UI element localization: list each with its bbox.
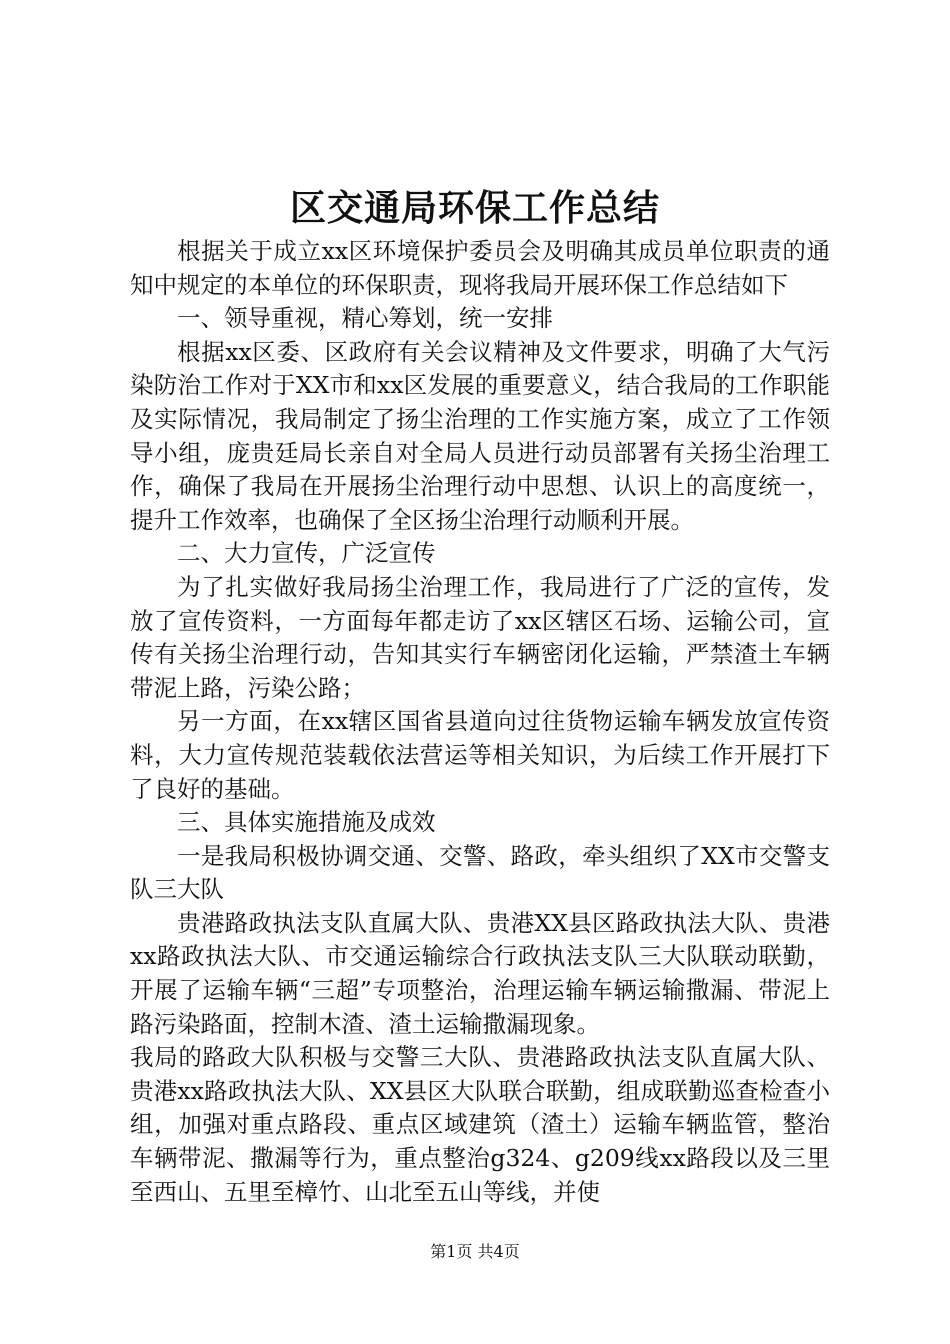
section-heading-1: 一、领导重视，精心筹划，统一安排: [177, 304, 553, 333]
section-3-paragraph-3: 我局的路政大队积极与交警三大队、贵港路政执法支队直属大队、贵港xx路政执法大队、XX县区大队联合联勤，组成联勤巡查检查小组，加强对重点路段、重点区域建筑（渣土）运输车辆监管，整治车辆带泥、撒漏等行为，重点整治g324、g209线xx路段以及三里至西山、五里至樟竹、山北至五山等线，并使: [130, 1043, 830, 1206]
section-heading-2: 二、大力宣传，广泛宣传: [177, 539, 436, 568]
section-1-paragraph: 根据xx区委、区政府有关会议精神及文件要求，明确了大气污染防治工作对于XX市和xx区发展的重要意义，结合我局的工作职能及实际情况，我局制定了扬尘治理的工作实施方案，成立了工作领导小组，庞贵廷局长亲自对全局人员进行动员部署有关扬尘治理工作，确保了我局在开展扬尘治理行动中思想、认识上的高度统一，提升工作效率，也确保了全区扬尘治理行动顺利开展。: [130, 337, 830, 534]
document-body: [130, 235, 830, 1209]
section-heading-3: 三、具体实施措施及成效: [177, 808, 436, 837]
intro-paragraph: 根据关于成立xx区环境保护委员会及明确其成员单位职责的通知中规定的本单位的环保职责，现将我局开展环保工作总结如下: [130, 237, 830, 299]
section-3-paragraph-2: 贵港路政执法支队直属大队、贵港XX县区路政执法大队、贵港xx路政执法大队、市交通运输综合行政执法支队三大队联动联勤，开展了运输车辆“三超”专项整治，治理运输车辆运输撒漏、带泥上路污染路面，控制木渣、渣土运输撒漏现象。: [130, 908, 830, 1038]
document-title: 区交通局环保工作总结: [289, 187, 660, 229]
page-number-footer: 第1页 共4页: [430, 1242, 520, 1261]
section-2-paragraph-2: 另一方面，在xx辖区国省县道向过往货物运输车辆发放宣传资料，大力宣传规范装载依法营运等相关知识，为后续工作开展打下了良好的基础。: [130, 707, 830, 803]
section-3-paragraph-1: 一是我局积极协调交通、交警、路政，牵头组织了XX市交警支队三大队: [130, 841, 830, 904]
section-2-paragraph-1: 为了扎实做好我局扬尘治理工作，我局进行了广泛的宣传，发放了宣传资料，一方面每年都走访了xx区辖区石场、运输公司，宣传有关扬尘治理行动，告知其实行车辆密闭化运输，严禁渣土车辆带泥上路，污染公路；: [130, 572, 830, 702]
